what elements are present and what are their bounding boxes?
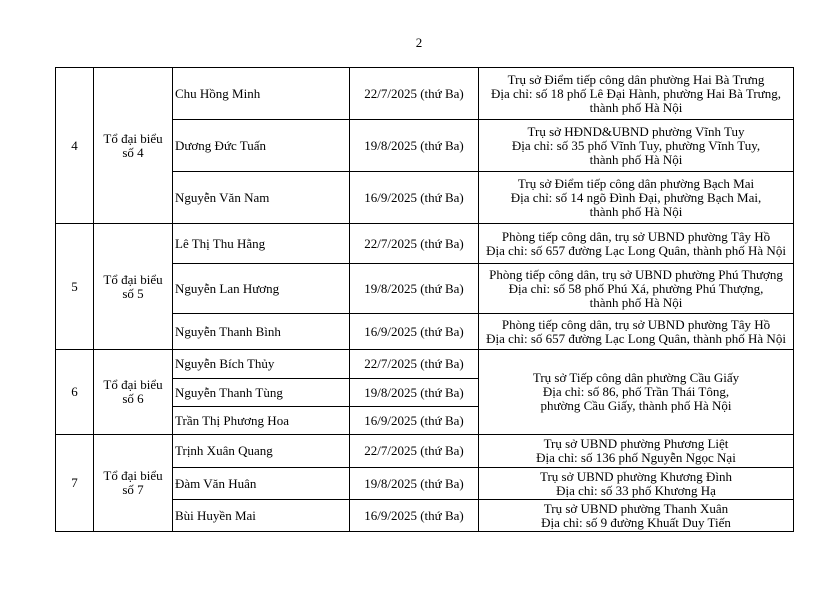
place-line: Địa chỉ: số 657 đường Lạc Long Quân, thành phố Hà Nội: [486, 242, 786, 258]
delegate-name: Nguyễn Văn Nam: [173, 172, 350, 224]
place-line: thành phố Hà Nội: [589, 294, 683, 310]
place-line: Trụ sở Điểm tiếp công dân phường Hai Bà Trưng: [507, 71, 765, 87]
place-line: Phòng tiếp công dân, trụ sở UBND phường Phú Thượng: [489, 266, 783, 282]
place-line: Phòng tiếp công dân, trụ sở UBND phường Tây Hồ: [501, 228, 771, 244]
meeting-date: 22/7/2025 (thứ Ba): [350, 435, 479, 468]
delegate-name: Dương Đức Tuấn: [173, 120, 350, 172]
meeting-date: 22/7/2025 (thứ Ba): [350, 350, 479, 379]
place-line: Địa chỉ: số 58 phố Phú Xá, phường Phú Thượng,: [508, 280, 764, 296]
group-name: [94, 350, 173, 435]
meeting-place: [479, 120, 794, 172]
place-line: Địa chỉ: số 657 đường Lạc Long Quân, thành phố Hà Nội: [486, 330, 786, 346]
meeting-date: 19/8/2025 (thứ Ba): [350, 468, 479, 500]
group-number: 7: [56, 435, 94, 532]
table-row: [56, 224, 794, 264]
group-name-line2: số 5: [122, 285, 144, 301]
place-line: thành phố Hà Nội: [589, 203, 683, 219]
meeting-place: [479, 224, 794, 264]
place-line: Trụ sở HĐND&UBND phường Vĩnh Tuy: [527, 123, 745, 139]
meeting-place: [479, 435, 794, 468]
meeting-date: 22/7/2025 (thứ Ba): [350, 224, 479, 264]
meeting-place: [479, 468, 794, 500]
delegate-name: Nguyễn Lan Hương: [173, 264, 350, 314]
meeting-date: 19/8/2025 (thứ Ba): [350, 264, 479, 314]
meeting-place: [479, 172, 794, 224]
meeting-place: [479, 500, 794, 532]
place-line: phường Cầu Giấy, thành phố Hà Nội: [540, 398, 732, 413]
place-line: Địa chỉ: số 18 phố Lê Đại Hành, phường Hai Bà Trưng,: [491, 85, 781, 101]
place-line: Trụ sở UBND phường Phương Liệt: [543, 436, 729, 451]
group-name-line1: Tổ đại biểu: [103, 377, 163, 392]
group-name: [94, 224, 173, 350]
group-name-line2: số 7: [122, 482, 144, 497]
group-number: 4: [56, 68, 94, 224]
meeting-date: 19/8/2025 (thứ Ba): [350, 379, 479, 407]
group-number: 6: [56, 350, 94, 435]
meeting-date: 19/8/2025 (thứ Ba): [350, 120, 479, 172]
meeting-date: 16/9/2025 (thứ Ba): [350, 172, 479, 224]
group-name-line2: số 4: [122, 144, 144, 160]
meeting-date: 16/9/2025 (thứ Ba): [350, 314, 479, 350]
place-line: Địa chỉ: số 86, phố Trần Thái Tông,: [542, 384, 730, 399]
place-line: Trụ sở Điểm tiếp công dân phường Bạch Mai: [517, 175, 755, 191]
group-name-line1: Tổ đại biểu: [103, 271, 163, 287]
meeting-date: 16/9/2025 (thứ Ba): [350, 407, 479, 435]
delegate-name: Trần Thị Phương Hoa: [173, 407, 350, 435]
group-number: 5: [56, 224, 94, 350]
group-name: [94, 68, 173, 224]
place-line: thành phố Hà Nội: [589, 99, 683, 115]
delegate-name: Bùi Huyền Mai: [173, 500, 350, 532]
delegate-name: Nguyễn Thanh Tùng: [173, 379, 350, 407]
meeting-date: 22/7/2025 (thứ Ba): [350, 68, 479, 120]
delegate-name: Nguyễn Bích Thủy: [173, 350, 350, 379]
meeting-place: [479, 68, 794, 120]
place-line: Địa chỉ: số 35 phố Vĩnh Tuy, phường Vĩnh Tuy,: [511, 137, 761, 153]
table-row: [56, 68, 794, 120]
delegate-name: Chu Hồng Minh: [173, 68, 350, 120]
place-line: Trụ sở UBND phường Thanh Xuân: [543, 500, 729, 516]
place-line: Địa chỉ: số 9 đường Khuất Duy Tiến: [541, 514, 731, 530]
place-line: Địa chỉ: số 136 phố Nguyễn Ngọc Nại: [536, 450, 736, 465]
place-line: thành phố Hà Nội: [589, 151, 683, 167]
delegate-name: Lê Thị Thu Hằng: [173, 224, 350, 264]
schedule-table: [55, 67, 794, 532]
table-row: [56, 435, 794, 468]
place-line: Địa chỉ: số 33 phố Khương Hạ: [556, 482, 716, 498]
meeting-date: 16/9/2025 (thứ Ba): [350, 500, 479, 532]
place-line: Phòng tiếp công dân, trụ sở UBND phường Tây Hồ: [501, 316, 771, 332]
place-line: Trụ sở UBND phường Khương Đình: [539, 468, 733, 484]
group-name-line1: Tổ đại biểu: [103, 130, 163, 146]
meeting-place: [479, 350, 794, 435]
delegate-name: Trịnh Xuân Quang: [173, 435, 350, 468]
place-line: Địa chỉ: số 14 ngõ Đình Đại, phường Bạch Mai,: [510, 189, 762, 205]
delegate-name: Nguyễn Thanh Bình: [173, 314, 350, 350]
meeting-place: [479, 264, 794, 314]
meeting-place: [479, 314, 794, 350]
group-name-line1: Tổ đại biểu: [103, 468, 163, 483]
group-name-line2: số 6: [122, 391, 144, 406]
page-number: 2: [415, 35, 423, 50]
group-name: [94, 435, 173, 532]
place-line: Trụ sở Tiếp công dân phường Cầu Giấy: [532, 370, 740, 385]
delegate-name: Đàm Văn Huân: [173, 468, 350, 500]
table-row: [56, 350, 794, 379]
